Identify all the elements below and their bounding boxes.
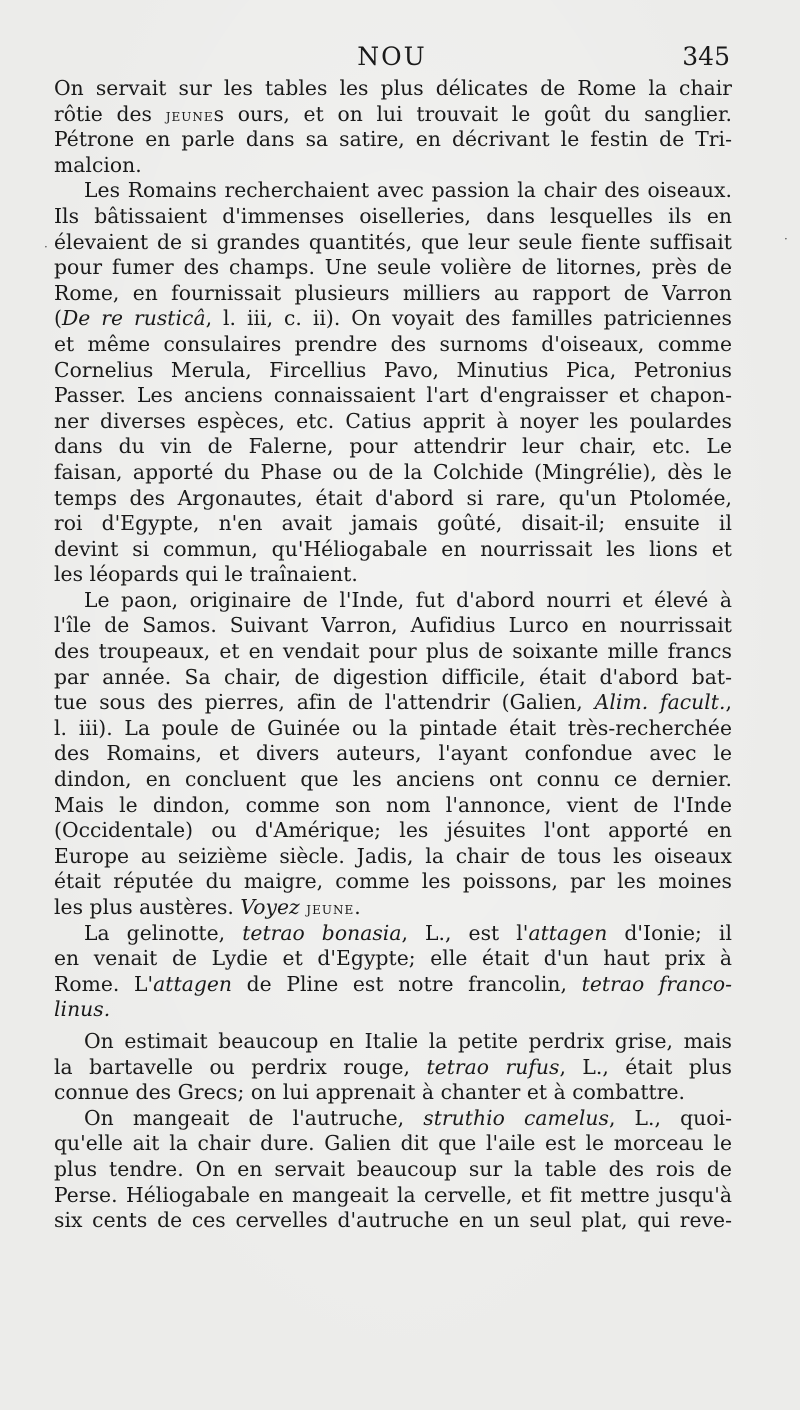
text-line: Passer. Les anciens connaissaient l'art d'engraisser et chapon-: [54, 383, 732, 408]
margin-mark: ·: [44, 240, 48, 254]
text-line: pour fumer des champs. Une seule volière de litornes, près de: [54, 255, 732, 280]
text-line: Mais le dindon, comme son nom l'annonce, vient de l'Inde: [54, 792, 732, 817]
text-line: Rome, en fournissait plusieurs milliers au rapport de Varron: [54, 280, 732, 305]
text-line: six cents de ces cervelles d'autruche en un seul plat, qui reve-: [54, 1208, 732, 1233]
text-line: Le paon, originaire de l'Inde, fut d'abord nourri et élevé à: [84, 587, 732, 612]
text-line: la bartavelle ou perdrix rouge, tetrao rufus, L., était plus: [54, 1054, 732, 1079]
text-line: roi d'Egypte, n'en avait jamais goûté, disait-il; ensuite il: [54, 511, 732, 536]
text-line: des troupeaux, et en vendait pour plus de soixante mille francs: [54, 639, 732, 664]
text-line: Cornelius Merula, Fircellius Pavo, Minutius Pica, Petronius: [54, 357, 732, 382]
text-line: tue sous des pierres, afin de l'attendrir (Galien, Alim. facult.,: [54, 690, 732, 715]
margin-mark: ·: [784, 232, 788, 246]
text-line: connue des Grecs; on lui apprenait à chanter et à combattre.: [54, 1080, 686, 1105]
text-line: devint si commun, qu'Héliogabale en nourrissait les lions et: [54, 536, 732, 561]
text-line: des Romains, et divers auteurs, l'ayant confondue avec le: [54, 741, 732, 766]
text-line: les léopards qui le traînaient.: [54, 562, 358, 587]
text-line: l. iii). La poule de Guinée ou la pintade était très-recherchée: [54, 715, 732, 740]
page-number: 345: [682, 42, 730, 71]
text-line: (Occidentale) ou d'Amérique; les jésuites l'ont apporté en: [54, 818, 732, 843]
text-line: faisan, apporté du Phase ou de la Colchide (Mingrélie), dès le: [54, 459, 732, 484]
text-line: temps des Argonautes, était d'abord si rare, qu'un Ptolomée,: [54, 485, 732, 510]
text-line: était réputée du maigre, comme les poissons, par les moines: [54, 869, 732, 894]
body-text: [54, 76, 732, 1234]
text-line: Rome. L'attagen de Pline est notre francolin, tetrao franco-: [54, 971, 732, 996]
text-line: (De re rusticâ, l. iii, c. ii). On voyait des familles patriciennes: [54, 306, 732, 331]
text-line: Europe au seizième siècle. Jadis, la chair de tous les oiseaux: [54, 843, 732, 868]
text-line: élevaient de si grandes quantités, que leur seule fiente suffisait: [54, 229, 732, 254]
text-line: les plus austères. Voyez jeune.: [54, 895, 361, 919]
text-line: rôtie des jeunes ours, et on lui trouvait le goût du sanglier.: [54, 101, 732, 126]
text-line: On mangeait de l'autruche, struthio camelus, L., quoi-: [84, 1105, 732, 1130]
text-line: Ils bâtissaient d'immenses oiselleries, dans lesquelles ils en: [54, 203, 732, 228]
text-line: plus tendre. On en servait beaucoup sur la table des rois de: [54, 1156, 732, 1181]
text-line: On estimait beaucoup en Italie la petite perdrix grise, mais: [84, 1028, 732, 1053]
text-line: l'île de Samos. Suivant Varron, Aufidius Lurco en nourrissait: [54, 613, 732, 638]
text-line: Les Romains recherchaient avec passion la chair des oiseaux.: [84, 178, 732, 203]
page-header: [54, 42, 730, 72]
text-line: Pétrone en parle dans sa satire, en décrivant le festin de Tri-: [54, 127, 732, 152]
text-line: et même consulaires prendre des surnoms d'oiseaux, comme: [54, 331, 732, 356]
text-line: linus.: [54, 997, 111, 1022]
text-line: en venait de Lydie et d'Egypte; elle était d'un haut prix à: [54, 946, 732, 971]
text-line: Perse. Héliogabale en mangeait la cervelle, et fit mettre jusqu'à: [54, 1182, 732, 1207]
text-line: par année. Sa chair, de digestion difficile, était d'abord bat-: [54, 664, 732, 689]
text-line: malcion.: [54, 152, 142, 177]
running-head: NOU: [357, 42, 427, 71]
text-line: dindon, en concluent que les anciens ont connu ce dernier.: [54, 767, 732, 792]
text-line: La gelinotte, tetrao bonasia, L., est l'attagen d'Ionie; il: [84, 920, 733, 945]
text-line: dans du vin de Falerne, pour attendrir leur chair, etc. Le: [54, 434, 732, 459]
text-line: qu'elle ait la chair dure. Galien dit que l'aile est le morceau le: [54, 1131, 732, 1156]
text-line: On servait sur les tables les plus délicates de Rome la chair: [54, 76, 732, 100]
text-line: ner diverses espèces, etc. Catius apprit à noyer les poulardes: [54, 408, 732, 433]
